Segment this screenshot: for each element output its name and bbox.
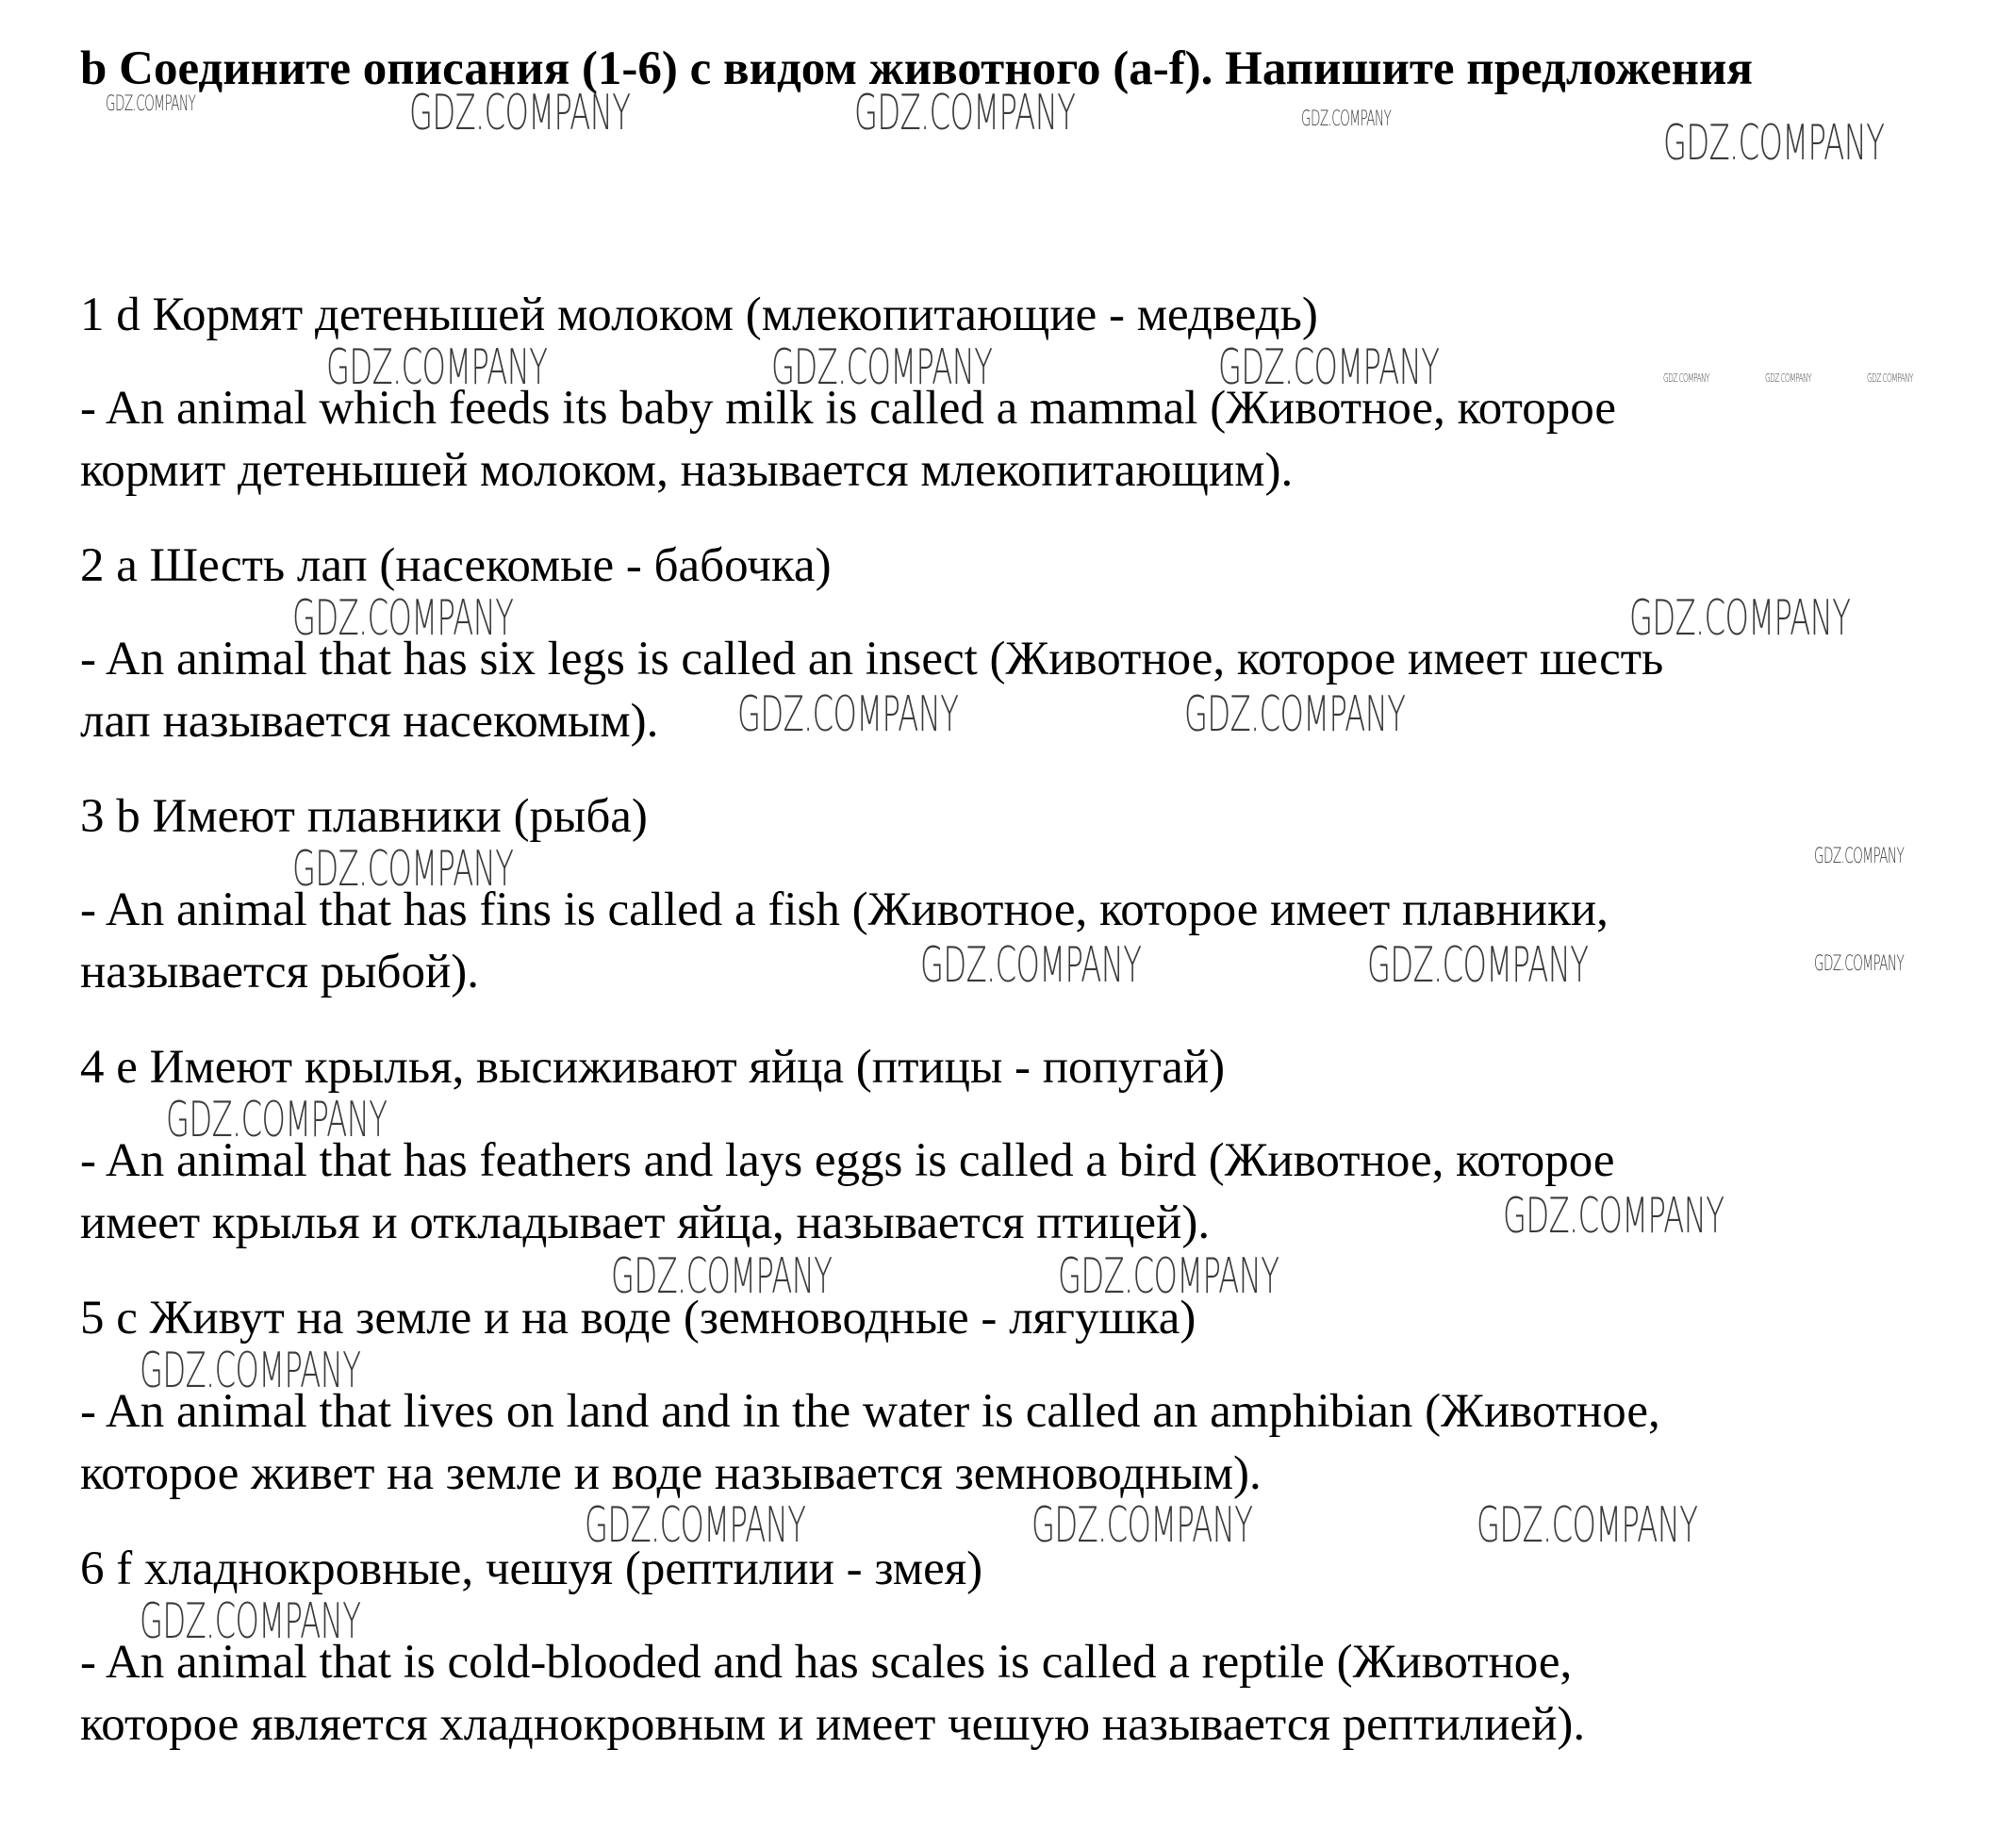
- watermark-text: GDZ.COMPANY: [326, 339, 548, 396]
- item-3-sentence-line-2: называется рыбой).: [80, 946, 480, 998]
- watermark-text: GDZ.COMPANY: [1867, 371, 1913, 385]
- watermark-text: GDZ.COMPANY: [737, 686, 959, 743]
- watermark-text: GDZ.COMPANY: [140, 1343, 361, 1399]
- watermark-text: GDZ.COMPANY: [1503, 1188, 1724, 1245]
- item-4-heading: 4 e Имеют крылья, высиживают яйца (птицы - попугай): [80, 1041, 1226, 1094]
- watermark-text: GDZ.COMPANY: [1367, 937, 1589, 994]
- watermark-text: GDZ.COMPANY: [140, 1593, 361, 1650]
- item-6-heading: 6 f хладнокровные, чешуя (рептилии - змея): [80, 1543, 983, 1595]
- item-5-sentence-line-2: которое живет на земле и воде называется земноводным).: [80, 1447, 1262, 1500]
- item-6-sentence-line-1: - An animal that is cold-blooded and has scales is called a reptile (Животное,: [80, 1636, 1573, 1689]
- item-2-heading: 2 a Шесть лап (насекомые - бабочка): [80, 539, 832, 592]
- watermark-text: GDZ.COMPANY: [1477, 1497, 1698, 1554]
- watermark-text: GDZ.COMPANY: [1301, 107, 1392, 131]
- watermark-text: GDZ.COMPANY: [1629, 590, 1851, 647]
- watermark-text: GDZ.COMPANY: [1184, 686, 1406, 743]
- watermark-text: GDZ.COMPANY: [771, 339, 993, 396]
- watermark-text: GDZ.COMPANY: [585, 1497, 806, 1554]
- watermark-text: GDZ.COMPANY: [611, 1248, 833, 1305]
- item-4-sentence-line-2: имеет крылья и откладывает яйца, называется птицей).: [80, 1196, 1211, 1249]
- watermark-text: GDZ.COMPANY: [166, 1092, 388, 1148]
- watermark-text: GDZ.COMPANY: [920, 937, 1142, 994]
- item-2-sentence-line-1: - An animal that has six legs is called an insect (Животное, которое имеет шесть: [80, 633, 1664, 685]
- item-5-sentence-line-1: - An animal that lives on land and in the water is called an amphibian (Животное,: [80, 1385, 1660, 1438]
- watermark-text: GDZ.COMPANY: [1663, 371, 1709, 385]
- page-title: b Соедините описания (1-6) с видом животного (a-f). Напишите предложения: [80, 42, 1753, 95]
- item-1-heading: 1 d Кормят детенышей молоком (млекопитающие - медведь): [80, 289, 1318, 341]
- item-1-sentence-line-2: кормит детенышей молоком, называется млекопитающим).: [80, 444, 1294, 497]
- watermark-text: GDZ.COMPANY: [1058, 1248, 1279, 1305]
- watermark-text: GDZ.COMPANY: [1765, 371, 1811, 385]
- watermark-text: GDZ.COMPANY: [1814, 845, 1905, 868]
- watermark-text: GDZ.COMPANY: [106, 92, 196, 116]
- watermark-text: GDZ.COMPANY: [292, 590, 514, 647]
- watermark-text: GDZ.COMPANY: [292, 841, 514, 898]
- item-3-heading: 3 b Имеют плавники (рыба): [80, 790, 648, 843]
- item-3-sentence-line-1: - An animal that has fins is called a fish (Животное, которое имеет плавники,: [80, 883, 1609, 936]
- watermark-text: GDZ.COMPANY: [1663, 115, 1885, 172]
- watermark-text: GDZ.COMPANY: [1218, 339, 1440, 396]
- item-6-sentence-line-2: которое является хладнокровным и имеет чешую называется рептилией).: [80, 1698, 1586, 1751]
- item-2-sentence-line-2: лап называется насекомым).: [80, 695, 659, 748]
- watermark-text: GDZ.COMPANY: [1031, 1497, 1253, 1554]
- watermark-text: GDZ.COMPANY: [409, 85, 631, 141]
- item-1-sentence-line-1: - An animal which feeds its baby milk is called a mammal (Животное, которое: [80, 382, 1616, 435]
- watermark-text: GDZ.COMPANY: [1814, 952, 1905, 976]
- item-5-heading: 5 c Живут на земле и на воде (земноводные - лягушка): [80, 1292, 1196, 1345]
- item-4-sentence-line-1: - An animal that has feathers and lays eggs is called a bird (Животное, которое: [80, 1134, 1615, 1187]
- watermark-text: GDZ.COMPANY: [854, 85, 1076, 141]
